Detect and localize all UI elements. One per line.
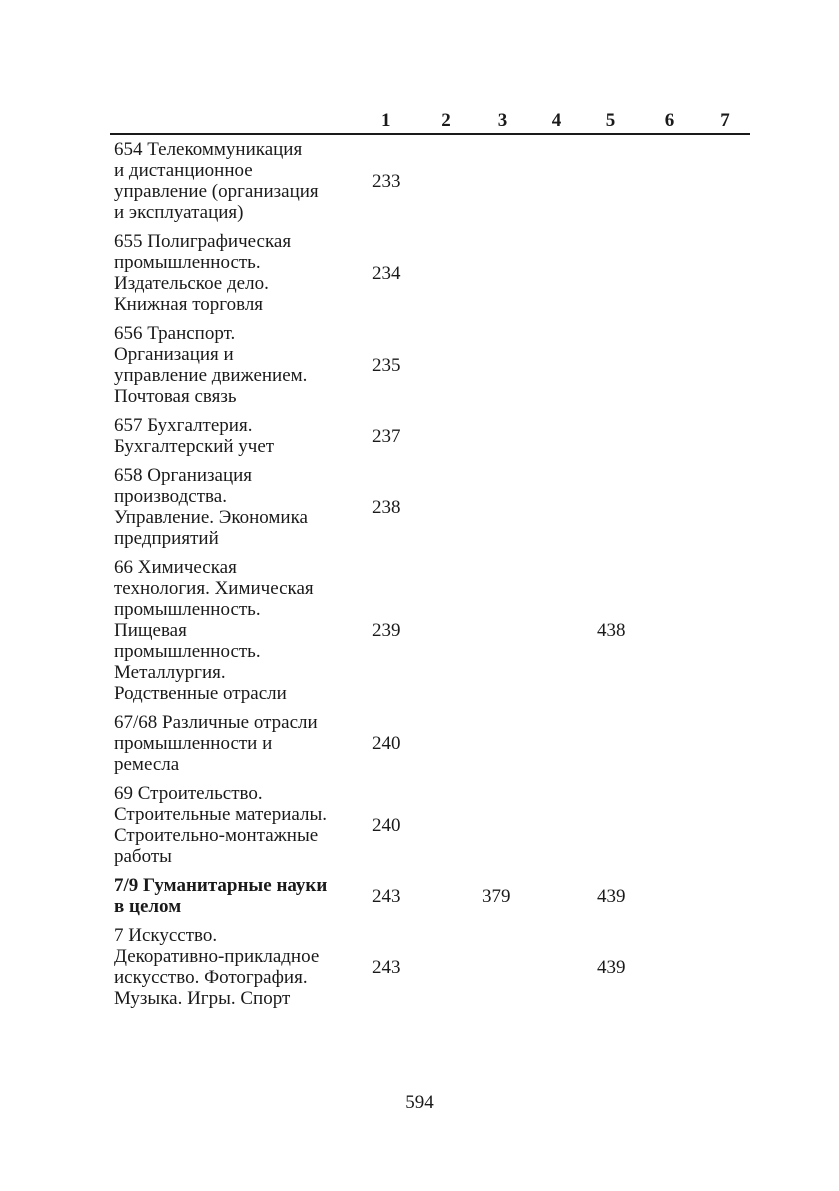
row-col6-value — [639, 319, 700, 411]
row-col5-value: 438 — [597, 620, 626, 641]
header-cell-1: 1 — [365, 106, 418, 134]
row-col1-value: 243 — [372, 956, 401, 978]
row-col1-value: 240 — [372, 814, 401, 836]
row-col4-value — [531, 411, 582, 461]
row-col5-value — [582, 708, 639, 779]
row-label: 66 Химическая технология. Химическая промышленность. Пищевая промышленность. Металлургия. Родственные отрасли — [114, 557, 314, 704]
row-col7-value — [700, 411, 750, 461]
header-cell-label — [110, 106, 365, 134]
row-col7-value — [700, 319, 750, 411]
row-col3-value — [474, 227, 531, 319]
header-row — [110, 106, 750, 134]
table-row — [110, 779, 750, 871]
row-col7-value — [700, 134, 750, 227]
row-col2-value — [418, 921, 474, 1013]
row-col1-value: 234 — [372, 262, 401, 284]
row-col3-value — [474, 411, 531, 461]
table-row-section-heading — [110, 871, 750, 921]
row-col1-value: 237 — [372, 425, 401, 447]
row-col6-value — [639, 921, 700, 1013]
row-col5-value — [582, 227, 639, 319]
row-col1-value: 238 — [372, 496, 401, 518]
row-col4-value — [531, 134, 582, 227]
index-table — [110, 106, 750, 1013]
row-col1-value: 243 — [372, 885, 401, 907]
row-col5-value — [582, 319, 639, 411]
row-col7-value — [700, 921, 750, 1013]
row-col6-value — [639, 553, 700, 708]
row-col2-value — [418, 779, 474, 871]
table-row — [110, 134, 750, 227]
row-col4-value — [531, 871, 582, 921]
header-cell-7: 7 — [700, 106, 750, 134]
row-label: 7 Искусство. Декоративно-прикладное искусство. Фотография. Музыка. Игры. Спорт — [114, 925, 320, 1009]
row-col2-value — [418, 708, 474, 779]
row-col7-value — [700, 227, 750, 319]
table-row — [110, 319, 750, 411]
row-col2-value — [418, 871, 474, 921]
row-col6-value — [639, 411, 700, 461]
row-col3-value — [474, 708, 531, 779]
header-cell-5: 5 — [582, 106, 639, 134]
row-col4-value — [531, 708, 582, 779]
header-cell-6: 6 — [639, 106, 700, 134]
row-col7-value — [700, 553, 750, 708]
row-col4-value — [531, 227, 582, 319]
row-col4-value — [531, 461, 582, 553]
row-col5-value — [582, 134, 639, 227]
row-col6-value — [639, 871, 700, 921]
row-col3-value — [474, 779, 531, 871]
row-col5-value — [582, 411, 639, 461]
row-col2-value — [418, 134, 474, 227]
row-col7-value — [700, 779, 750, 871]
table-header — [110, 106, 750, 134]
row-col4-value — [531, 553, 582, 708]
row-col4-value — [531, 921, 582, 1013]
row-col6-value — [639, 461, 700, 553]
row-col3-value — [474, 921, 531, 1013]
row-label: 67/68 Различные отрасли промышленности и ремесла — [114, 712, 318, 775]
row-label: 7/9 Гуманитарные науки в целом — [114, 875, 328, 917]
table-row — [110, 461, 750, 553]
row-col6-value — [639, 227, 700, 319]
row-label: 657 Бухгалтерия. Бухгалтерский учет — [114, 415, 275, 457]
table-row — [110, 708, 750, 779]
row-label: 656 Транспорт. Организация и управление движением. Почтовая связь — [114, 323, 308, 407]
header-cell-3: 3 — [474, 106, 531, 134]
row-label: 69 Строительство. Строительные материалы. Строительно-монтажные работы — [114, 783, 327, 867]
row-col2-value — [418, 461, 474, 553]
row-col1-value: 240 — [372, 733, 401, 754]
row-col7-value — [700, 708, 750, 779]
table-body — [110, 134, 750, 1013]
row-col5-value: 439 — [597, 956, 626, 978]
row-col3-value — [474, 553, 531, 708]
row-col1-value: 239 — [372, 620, 401, 641]
row-col6-value — [639, 708, 700, 779]
row-col5-value — [582, 461, 639, 553]
row-col7-value — [700, 871, 750, 921]
row-col6-value — [639, 779, 700, 871]
row-col7-value — [700, 461, 750, 553]
row-col4-value — [531, 319, 582, 411]
row-col1-value: 233 — [372, 170, 401, 192]
header-cell-4: 4 — [531, 106, 582, 134]
table-row — [110, 227, 750, 319]
page-number: 594 — [405, 1092, 434, 1113]
row-col6-value — [639, 134, 700, 227]
row-col3-value — [474, 134, 531, 227]
table-row — [110, 921, 750, 1013]
row-label: 654 Телекоммуникация и дистанционное управление (организация и эксплуатация) — [114, 139, 319, 223]
row-col3-value — [474, 461, 531, 553]
row-label: 658 Организация производства. Управление. Экономика предприятий — [114, 465, 308, 549]
row-col2-value — [418, 319, 474, 411]
table-row — [110, 553, 750, 708]
table-row — [110, 411, 750, 461]
row-col4-value — [531, 779, 582, 871]
row-col2-value — [418, 227, 474, 319]
row-col3-value: 379 — [482, 885, 511, 907]
header-cell-2: 2 — [418, 106, 474, 134]
row-col1-value: 235 — [372, 354, 401, 376]
row-col3-value — [474, 319, 531, 411]
row-label: 655 Полиграфическая промышленность. Издательское дело. Книжная торговля — [114, 231, 292, 315]
row-col5-value: 439 — [597, 885, 626, 907]
row-col5-value — [582, 779, 639, 871]
row-col2-value — [418, 553, 474, 708]
row-col2-value — [418, 411, 474, 461]
